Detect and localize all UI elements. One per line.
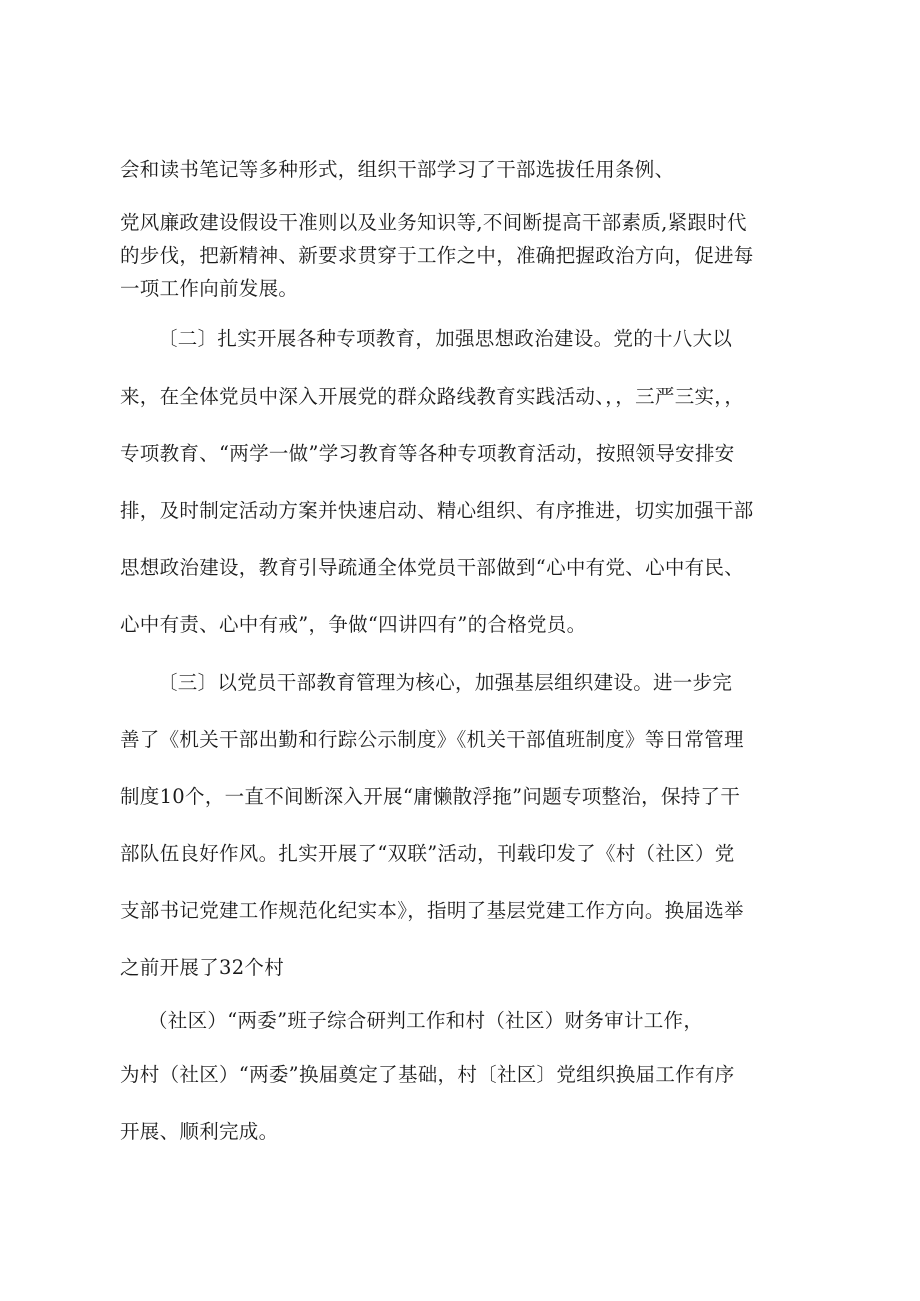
text-line: 党风廉政建设假设干准则以及业务知识等,不间断提高干部素质,紧跟时代 — [120, 211, 747, 234]
section-heading: 〔三〕以党员干部教育管理为核心，加强基层组织建设。进一步完 — [158, 671, 733, 694]
text-line: （社区）“两委”班子综合研判工作和村（社区）财务审计工作， — [148, 1009, 704, 1032]
text-line: 之前开展了32个村 — [120, 956, 285, 979]
text-line: 会和读书笔记等多种形式，组织干部学习了干部选拔任用条例、 — [120, 158, 675, 181]
text-line: 为村（社区）“两委”换届奠定了基础，村〔社区〕党组织换届工作有序 — [120, 1063, 735, 1086]
text-line: 一项工作向前发展。 — [120, 277, 299, 300]
text-line: 来，在全体党员中深入开展党的群众路线教育实践活动、，，三严三实，， — [120, 385, 745, 408]
text-line: 开展、顺利完成。 — [120, 1120, 279, 1143]
text-line: 专项教育、“两学一做”学习教育等各种专项教育活动，按照领导安排安 — [120, 442, 735, 465]
text-line: 的步伐，把新精神、新要求贯穿于工作之中，准确把握政治方向，促进每 — [120, 244, 754, 267]
text-line: 心中有责、心中有戒”，争做“四讲四有”的合格党员。 — [120, 613, 587, 636]
text-line: 制度10个，一直不间断深入开展“庸懒散浮拖”问题专项整治，保持了干 — [120, 785, 741, 808]
text-line: 思想政治建设，教育引导疏通全体党员干部做到“心中有党、心中有民、 — [120, 556, 745, 579]
section-heading: 〔二〕扎实开展各种专项教育，加强思想政治建设。党的十八大以 — [158, 327, 733, 350]
text-line: 支部书记党建工作规范化纪实本》，指明了基层党建工作方向。换届选举 — [120, 899, 744, 922]
text-line: 部队伍良好作风。扎实开展了“双联”活动，刊载印发了《村（社区）党 — [120, 842, 735, 865]
text-line: 排，及时制定活动方案并快速启动、精心组织、有序推进，切实加强干部 — [120, 499, 754, 522]
text-line: 善了《机关干部出勤和行踪公示制度》《机关干部值班制度》等日常管理 — [120, 728, 744, 751]
